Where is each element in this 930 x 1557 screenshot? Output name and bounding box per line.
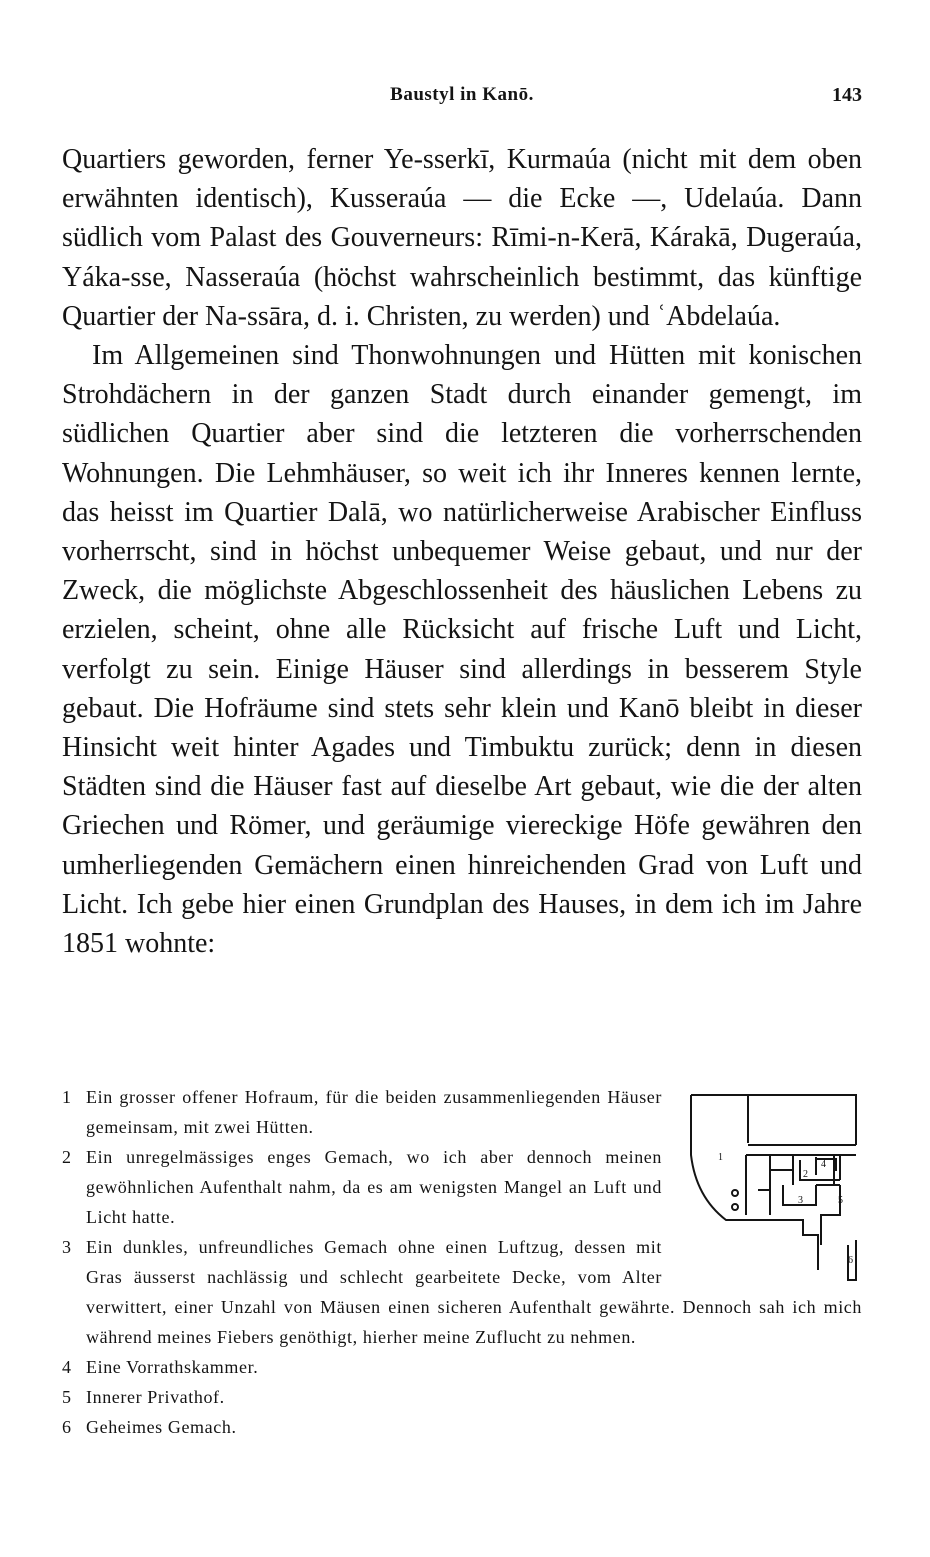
legend-number: 3 bbox=[62, 1237, 72, 1257]
legend-text: Ein dunkles, unfreundliches Gemach ohne einen Luftzug, dessen mit Gras äusserst nachlässig und schlecht gearbeitete Decke, vom Alter verwittert, einer Unzahl von Mäusen einen sicheren Aufenthalt gewährte. Dennoch sah ich mich während meines Fiebers genöthigt, hierher meine Zuflucht zu nehmen. bbox=[86, 1237, 862, 1347]
legend-text: Geheimes Gemach. bbox=[86, 1417, 237, 1437]
legend-item bbox=[62, 1232, 862, 1352]
paragraph-2: Im Allgemeinen sind Thonwohnungen und Hütten mit konischen Strohdächern in der ganzen Stadt durch einander gemengt, im südlichen Quartier aber sind die letzteren die vorherrschenden Wohnungen. Die Lehmhäuser, so weit ich ihr Inneres kennen lernte, das heisst im Quartier Dalā, wo natürlicherweise Arabischer Einfluss vorherrscht, sind in höchst unbequemer Weise gebaut, und nur der Zweck, die möglichste Abgeschlossenheit des häuslichen Lebens zu erzielen, scheint, ohne alle Rücksicht auf frische Luft und Licht, verfolgt zu sein. Einige Häuser sind allerdings in besserem Style gebaut. Die Hofräume sind stets sehr klein und Kanō bleibt in dieser Hinsicht weit hinter Agades und Timbuktu zurück; denn in diesen Städten sind die Häuser fast auf dieselbe Art gebaut, wie die der alten Griechen und Römer, und geräumige viereckige Höfe gewähren den umherliegenden Gemächern einen hinreichenden Grad von Luft und Licht. Ich gebe hier einen Grundplan des Hauses, in dem ich im Jahre 1851 wohnte: bbox=[62, 340, 862, 960]
plan-label-6: 6 bbox=[848, 1255, 853, 1266]
plan-label-5: 5 bbox=[838, 1195, 843, 1206]
legend-number: 6 bbox=[62, 1417, 72, 1437]
legend-item bbox=[62, 1412, 862, 1442]
legend-number: 2 bbox=[62, 1147, 72, 1167]
plan-legend bbox=[62, 1082, 862, 1442]
paragraph-1: Quartiers geworden, ferner Ye-sserkī, Kurmaúa (nicht mit dem oben erwähnten identisch), Kusseraúa — die Ecke —, Udelaúa. Dann südlich vom Palast des Gouverneurs: Rīmi-n-Kerā, Kárakā, Dugeraúa, Yáka-sse, Nasseraúa (höchst wahrscheinlich bestimmt, das künftige Quartier der Na-ssāra, d. i. Christen, zu werden) und ʿAbdelaúa. bbox=[62, 144, 862, 332]
legend-item bbox=[62, 1382, 862, 1412]
page-header bbox=[62, 84, 862, 114]
plan-label-2: 2 bbox=[803, 1169, 808, 1180]
legend-number: 4 bbox=[62, 1357, 72, 1377]
legend-number: 1 bbox=[62, 1087, 72, 1107]
page-number: 143 bbox=[832, 84, 862, 106]
legend-number: 5 bbox=[62, 1387, 72, 1407]
body-text bbox=[62, 140, 862, 963]
legend-item bbox=[62, 1352, 862, 1382]
legend-item bbox=[62, 1142, 862, 1232]
legend-text: Eine Vorrathskammer. bbox=[86, 1357, 259, 1377]
legend-item bbox=[62, 1082, 862, 1142]
legend-text: Innerer Privathof. bbox=[86, 1387, 225, 1407]
plan-label-4: 4 bbox=[821, 1159, 826, 1170]
plan-label-3: 3 bbox=[798, 1195, 803, 1206]
running-title: Baustyl in Kanō. bbox=[390, 84, 534, 105]
legend-text: Ein unregelmässiges enges Gemach, wo ich aber dennoch meinen gewöhnlichen Aufenthalt nahm, da es am wenigsten Mangel an Luft und Licht hatte. bbox=[86, 1147, 662, 1227]
plan-label-1: 1 bbox=[718, 1152, 723, 1163]
legend-text: Ein grosser offener Hofraum, für die beiden zusammenliegenden Häuser gemeinsam, mit zwei Hütten. bbox=[86, 1087, 662, 1137]
